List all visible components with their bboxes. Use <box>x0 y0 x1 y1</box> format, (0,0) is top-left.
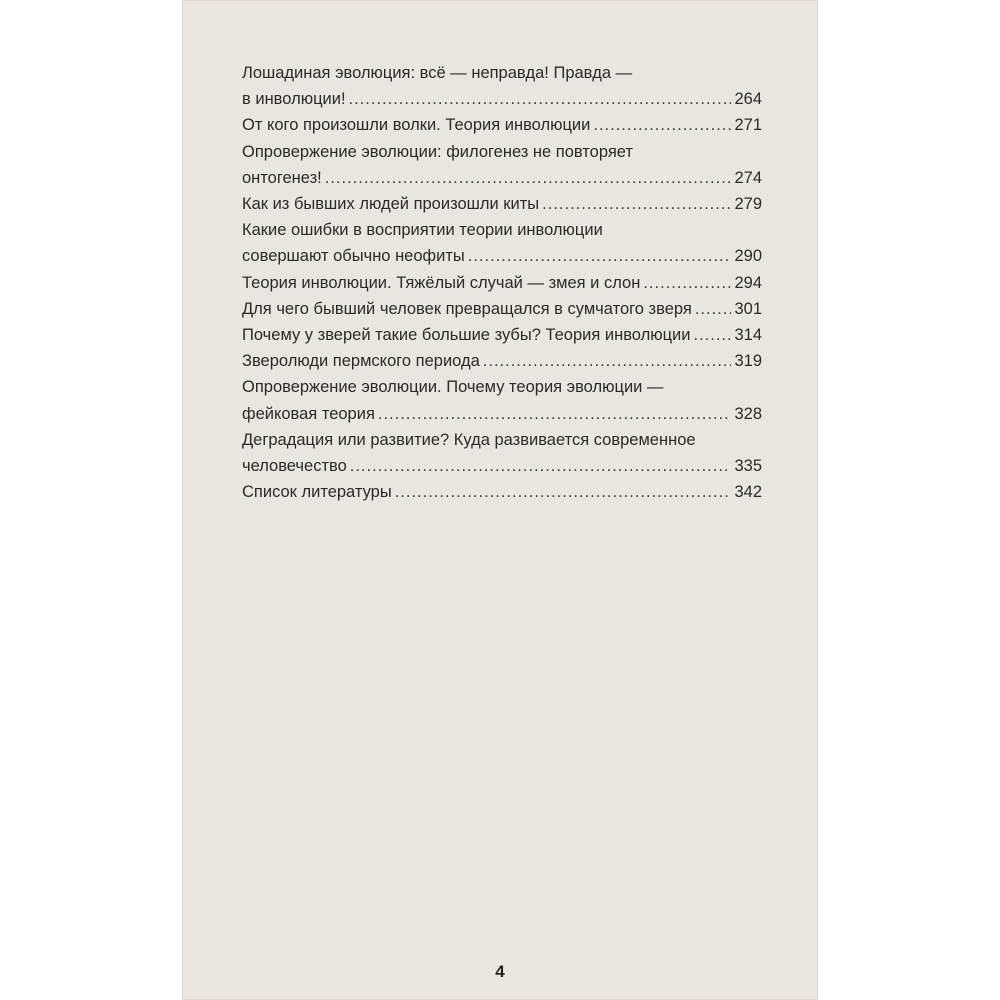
toc-entry-page: 314 <box>734 326 762 345</box>
toc-entry-title-line: онтогенез! <box>242 168 322 187</box>
toc-entry <box>242 191 762 217</box>
toc-entry-title-line: Опровержение эволюции: филогенез не повторяет <box>242 142 633 161</box>
dot-leader <box>325 165 732 191</box>
toc-entry <box>242 322 762 348</box>
toc-entry-title-line: Список литературы <box>242 483 392 502</box>
toc-entry-page: 271 <box>734 116 762 135</box>
toc-entry <box>242 139 762 191</box>
dot-leader <box>349 86 732 112</box>
toc-entry-page: 335 <box>734 457 762 476</box>
toc-entry-title-line: Почему у зверей такие большие зубы? Теория инволюции <box>242 326 691 345</box>
toc-entry-title-line: Теория инволюции. Тяжёлый случай — змея и слон <box>242 273 641 292</box>
toc-entry-title-line: фейковая теория <box>242 404 375 423</box>
toc-entry <box>242 217 762 269</box>
toc-entry <box>242 479 762 505</box>
toc-entry-page: 301 <box>734 299 762 318</box>
toc-entry-page: 328 <box>734 404 762 423</box>
toc-entry-page: 290 <box>734 247 762 266</box>
dot-leader <box>593 112 731 138</box>
toc-entry-page: 294 <box>734 273 762 292</box>
toc-entry-page: 274 <box>734 168 762 187</box>
toc-entry-title-line: человечество <box>242 457 347 476</box>
table-of-contents <box>242 60 762 505</box>
dot-leader <box>693 322 731 348</box>
dot-leader <box>695 296 732 322</box>
dot-leader <box>350 453 732 479</box>
toc-entry <box>242 270 762 296</box>
book-page <box>182 0 818 1000</box>
toc-entry <box>242 112 762 138</box>
toc-entry-title-line: Какие ошибки в восприятии теории инволюции <box>242 221 603 240</box>
toc-entry-title-line: Деградация или развитие? Куда развивается современное <box>242 430 696 449</box>
toc-entry-page: 279 <box>734 195 762 214</box>
toc-entry <box>242 374 762 426</box>
page-number: 4 <box>495 962 505 981</box>
dot-leader <box>395 479 732 505</box>
dot-leader <box>542 191 731 217</box>
toc-entry-title-line: Для чего бывший человек превращался в сумчатого зверя <box>242 299 692 318</box>
dot-leader <box>378 401 732 427</box>
dot-leader <box>468 243 732 269</box>
toc-entry <box>242 427 762 479</box>
toc-entry-title-line: Как из бывших людей произошли киты <box>242 195 540 214</box>
toc-entry-page: 264 <box>734 90 762 109</box>
toc-entry-title-line: От кого произошли волки. Теория инволюции <box>242 116 591 135</box>
toc-entry-page: 342 <box>734 483 762 502</box>
toc-entry-title-line: Зверолюди пермского периода <box>242 352 480 371</box>
toc-entry-page: 319 <box>734 352 762 371</box>
toc-entry-title-line: совершают обычно неофиты <box>242 247 465 266</box>
toc-entry-title-line: в инволюции! <box>242 90 346 109</box>
dot-leader <box>643 270 731 296</box>
toc-entry <box>242 348 762 374</box>
toc-entry <box>242 60 762 112</box>
dot-leader <box>483 348 732 374</box>
toc-entry-title-line: Опровержение эволюции. Почему теория эволюции — <box>242 378 664 397</box>
toc-entry <box>242 296 762 322</box>
toc-entry-title-line: Лошадиная эволюция: всё — неправда! Правда — <box>242 64 633 82</box>
